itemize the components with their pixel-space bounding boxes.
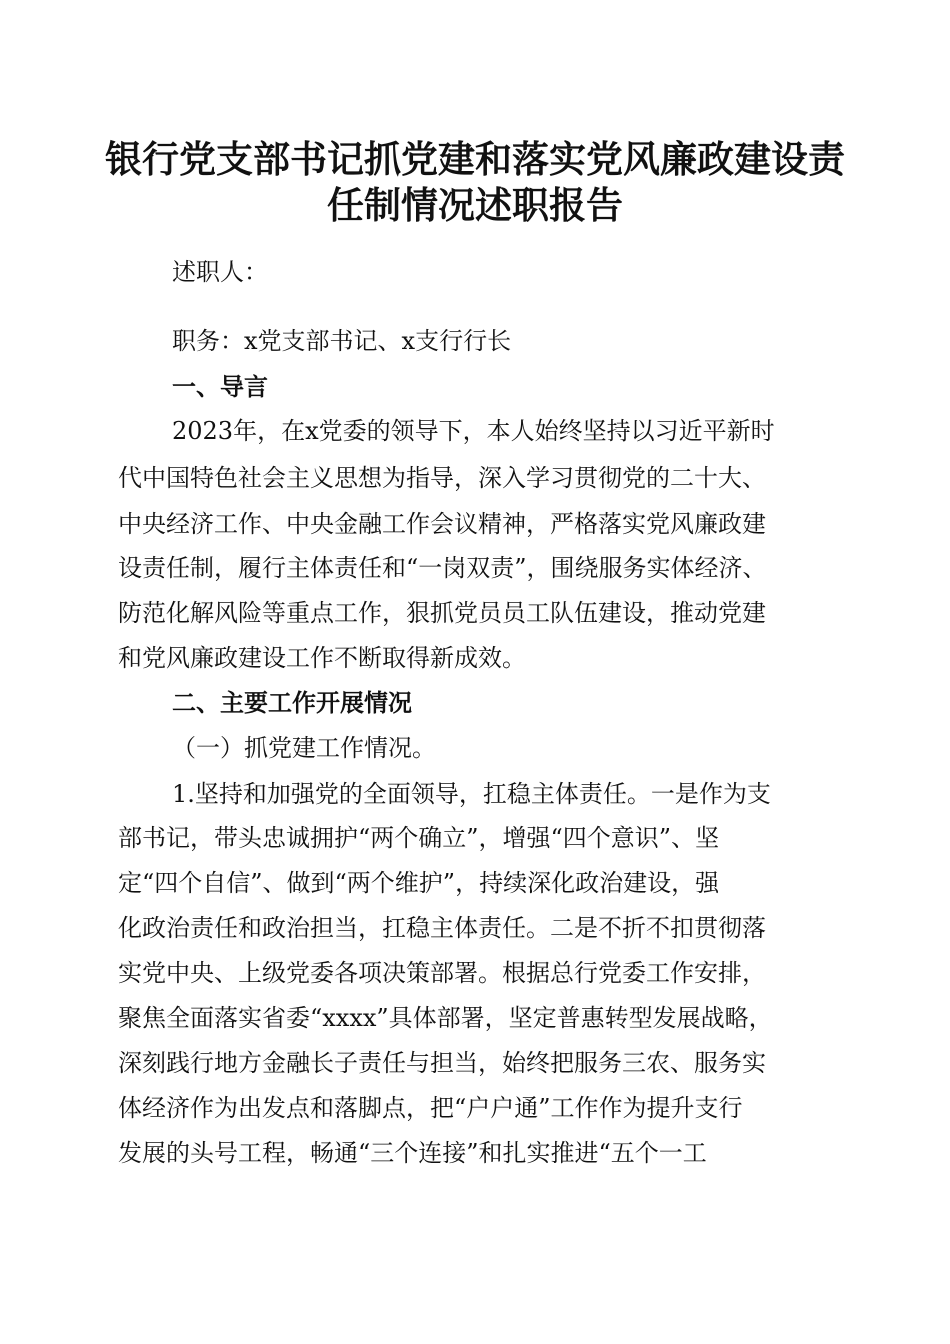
document-title-line-1: 银行党支部书记抓党建和落实党风廉政建设责	[105, 137, 845, 181]
section-heading-introduction: 一、导言	[172, 373, 268, 401]
item1-paragraph-line: 聚焦全面落实省委“xxxx”具体部署，坚定普惠转型发展战略，	[118, 1004, 773, 1032]
intro-paragraph-line: 2023年，在x党委的领导下，本人始终坚持以习近平新时	[172, 417, 775, 445]
intro-paragraph-line: 和党风廉政建设工作不断取得新成效。	[118, 644, 526, 672]
item1-paragraph-line: 体经济作为出发点和落脚点，把“户户通”工作作为提升支行	[118, 1094, 743, 1122]
item1-paragraph-line: 化政治责任和政治担当，扛稳主体责任。二是不折不扣贯彻落	[118, 914, 766, 942]
subsection-heading-party-building: （一）抓党建工作情况。	[172, 734, 436, 762]
section-heading-main-work: 二、主要工作开展情况	[172, 689, 412, 717]
intro-paragraph-line: 代中国特色社会主义思想为指导，深入学习贯彻党的二十大、	[118, 464, 766, 492]
item1-paragraph-line: 定“四个自信”、做到“两个维护”，持续深化政治建设，强	[118, 869, 720, 897]
document-title-line-2: 任制情况述职报告	[327, 183, 623, 227]
intro-paragraph-line: 设责任制，履行主体责任和“一岗双责”，围绕服务实体经济、	[118, 554, 767, 582]
intro-paragraph-line: 中央经济工作、中央金融工作会议精神，严格落实党风廉政建	[118, 510, 766, 538]
item1-paragraph-line: 实党中央、上级党委各项决策部署。根据总行党委工作安排，	[118, 959, 766, 987]
item1-paragraph-line: 发展的头号工程，畅通“三个连接”和扎实推进“五个一工	[118, 1139, 707, 1167]
item1-paragraph-line: 部书记，带头忠诚拥护“两个确立”，增强“四个意识”、坚	[118, 824, 720, 852]
intro-paragraph-line: 防范化解风险等重点工作，狠抓党员员工队伍建设，推动党建	[118, 599, 766, 627]
item1-paragraph-line: 深刻践行地方金融长子责任与担当，始终把服务三农、服务实	[118, 1049, 766, 1077]
reporter-label: 述职人：	[172, 258, 268, 286]
item1-paragraph-line: 1.坚持和加强党的全面领导，扛稳主体责任。一是作为支	[172, 780, 771, 808]
position-line: 职务：x党支部书记、x支行行长	[172, 327, 512, 355]
